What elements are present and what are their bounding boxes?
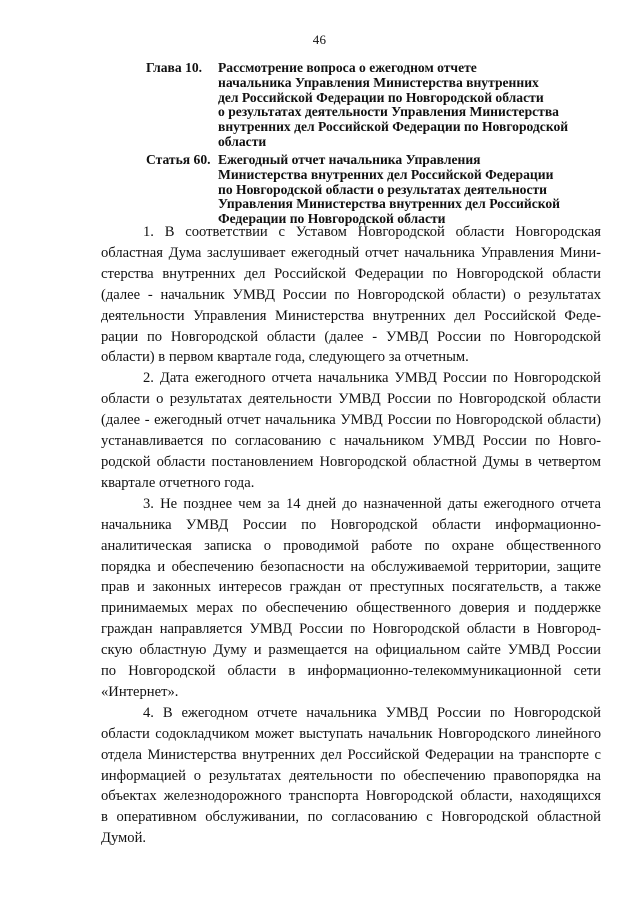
text-line: областная Дума заслушивает ежегодный отчет начальника Управления Мини- xyxy=(101,244,601,261)
text-line: Думой. xyxy=(101,830,147,847)
text-line: граждан направляется УМВД России по Новгородской области в Новгород- xyxy=(101,621,601,638)
text-line: скую областную Думу и размещается на официальном сайте УМВД России xyxy=(101,642,601,659)
text-line: области о результатах деятельности УМВД России по Новгородской области xyxy=(101,391,601,408)
text-line: отдела Министерства внутренних дел Российской Федерации на транспорте с xyxy=(101,746,601,763)
text-line: 2. Дата ежегодного отчета начальника УМВД России по Новгородской xyxy=(143,370,601,387)
text-line: информацией о результатах деятельности по обеспечению правопорядка на xyxy=(101,767,601,784)
chapter-title-line: начальника Управления Министерства внутренних xyxy=(218,74,539,90)
text-line: родской области постановлением Новгородской областной Думы в четвертом xyxy=(101,453,601,470)
chapter-title-line: внутренних дел Российской Федерации по Новгородской xyxy=(218,119,569,135)
article-title-line: Министерства внутренних дел Российской Федерации xyxy=(218,166,554,182)
paragraph-4 xyxy=(101,703,601,849)
chapter-heading xyxy=(146,61,608,150)
chapter-title-line: области xyxy=(218,133,267,149)
chapter-title-line: Рассмотрение вопроса о ежегодном отчете xyxy=(218,60,477,75)
article-body xyxy=(101,222,601,849)
chapter-title xyxy=(218,61,608,150)
text-line: «Интернет». xyxy=(101,683,179,700)
text-line: по Новгородской области в информационно-телекоммуникационной сети xyxy=(101,663,601,680)
text-line: начальника УМВД России по Новгородской области информационно- xyxy=(101,516,601,533)
text-line: стерства внутренних дел Российской Федерации по Новгородской области xyxy=(101,265,601,282)
chapter-title-line: о результатах деятельности Управления Министерства xyxy=(218,104,559,120)
paragraph-3 xyxy=(101,494,601,703)
text-line: в оперативном обслуживании, по согласованию с Новгородской областной xyxy=(101,809,601,826)
page-number: 46 xyxy=(312,32,327,47)
text-line: устанавливается по согласованию с начальником УМВД России по Новго- xyxy=(101,433,601,450)
article-title-line: Ежегодный отчет начальника Управления xyxy=(218,152,481,167)
paragraph-2 xyxy=(101,368,601,493)
text-line: 1. В соответствии с Уставом Новгородской области Новгородская xyxy=(143,224,601,240)
text-line: деятельности Управления Министерства внутренних дел Российской Феде- xyxy=(101,307,601,324)
chapter-label: Глава 10. xyxy=(146,60,203,75)
text-line: аналитическая записка о проводимой работе по охране общественного xyxy=(101,537,601,554)
article-title-line: по Новгородской области о результатах деятельности xyxy=(218,181,548,197)
article-heading xyxy=(146,153,608,227)
text-line: объектах железнодорожного транспорта Новгородской области, находящихся xyxy=(101,788,601,805)
text-line: (далее - ежегодный отчет начальника УМВД России по Новгородской области) xyxy=(101,412,601,429)
text-line: рации по Новгородской области (далее - УМВД России по Новгородской xyxy=(101,328,601,345)
text-line: 3. Не позднее чем за 14 дней до назначенной даты ежегодного отчета xyxy=(143,495,601,512)
text-line: прав и законных интересов граждан от преступных посягательств, а также xyxy=(101,579,601,596)
text-line: области) в первом квартале года, следующего за отчетным. xyxy=(101,349,469,366)
text-line: порядка и обеспечению безопасности на обслуживаемой территории, защите xyxy=(101,558,601,575)
text-line: 4. В ежегодном отчете начальника УМВД России по Новгородской xyxy=(143,704,601,721)
text-line: области содокладчиком может выступать начальник Новгородского линейного xyxy=(101,725,601,742)
paragraph-1 xyxy=(101,222,601,368)
text-line: (далее - начальник УМВД России по Новгородской области) о результатах xyxy=(101,286,601,303)
article-title xyxy=(218,153,608,227)
text-line: квартале отчетного года. xyxy=(101,474,255,491)
text-line: принимаемых мерах по обеспечению общественного доверия и поддержке xyxy=(101,600,601,617)
article-title-line: Управления Министерства внутренних дел Российской xyxy=(218,196,561,212)
article-title-line: Федерации по Новгородской области xyxy=(218,211,446,227)
chapter-title-line: дел Российской Федерации по Новгородской области xyxy=(218,89,544,105)
article-label: Статья 60. xyxy=(146,152,211,167)
